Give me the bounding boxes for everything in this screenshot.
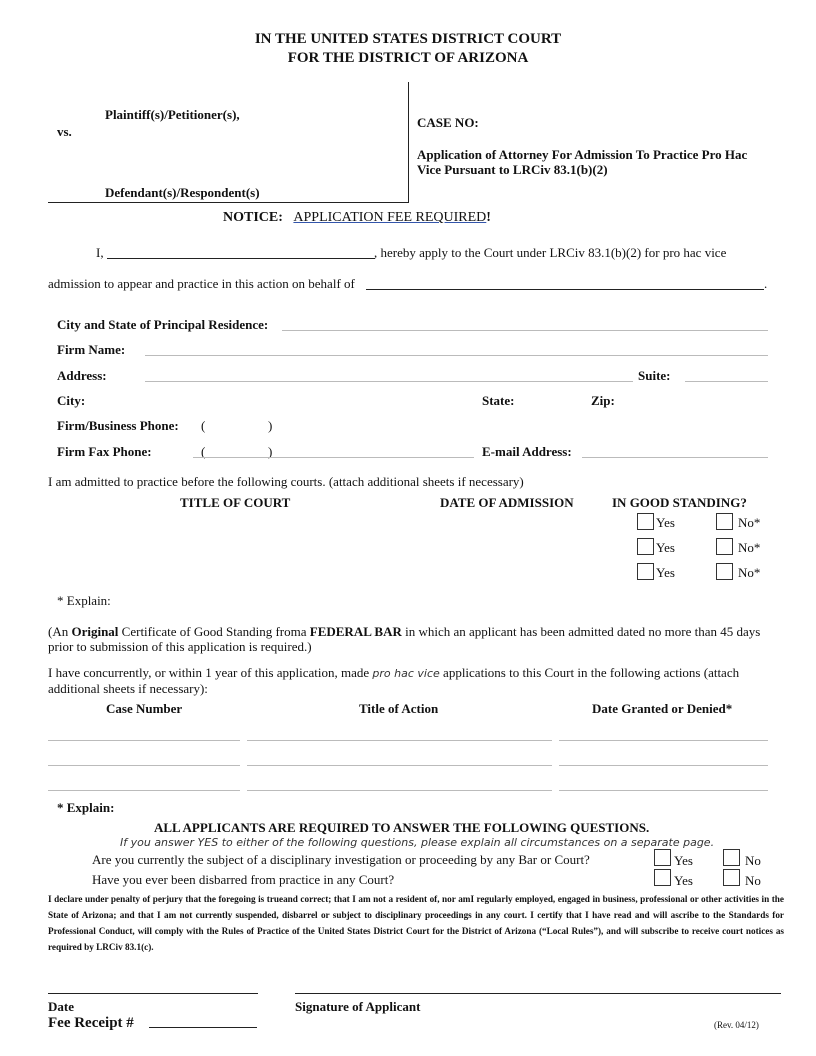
court3-no-label: No*	[738, 565, 761, 580]
original-note-line1	[48, 624, 760, 640]
note-original: Original	[71, 624, 119, 639]
i-label: I,	[96, 245, 104, 260]
court2-yes-checkbox[interactable]	[637, 538, 654, 555]
firm-name-label: Firm Name:	[57, 342, 126, 357]
defendant-label: Defendant(s)/Respondent(s)	[105, 185, 260, 200]
question-1: Are you currently the subject of a disciplinary investigation or proceeding by any Bar or Court?	[92, 852, 590, 867]
court-title-line1: IN THE UNITED STATES DISTRICT COURT	[254, 31, 562, 47]
declaration-text: I declare under penalty of perjury that the foregoing is trueand correct; that I am not a resident of, nor amI regularly employed, engaged in business, professional or other activities in the State of Arizona; and that I am not currently suspended, disbarrel or subject to disciplinary proceedings in any court. I certify that I have read and will ascribe to the Standards for Professional Conduct, will comply with the Rules of Practice of the United States District Court for the District of Arizona (“Local Rules”), and will subscribe to receive court notices as required by LRCiv 83.1(c).	[48, 894, 784, 952]
questions-heading: ALL APPLICANTS ARE REQUIRED TO ANSWER THE FOLLOWING QUESTIONS.	[154, 820, 650, 835]
fax-label: Firm Fax Phone:	[57, 444, 152, 459]
question-2: Have you ever been disbarred from practice in any Court?	[92, 872, 395, 887]
prior-row2-case-field[interactable]	[48, 765, 240, 766]
case-no-label: CASE NO:	[417, 115, 479, 130]
col-title-of-court: TITLE OF COURT	[180, 495, 291, 510]
fax-field[interactable]	[193, 457, 474, 458]
revision-label: (Rev. 04/12)	[714, 1020, 759, 1030]
q2-yes-checkbox[interactable]	[654, 869, 671, 886]
q1-yes-checkbox[interactable]	[654, 849, 671, 866]
phone-open-paren: (	[201, 418, 206, 433]
court3-no-checkbox[interactable]	[716, 563, 733, 580]
date-field[interactable]	[48, 993, 258, 994]
col-date-granted: Date Granted or Denied*	[592, 701, 733, 716]
signature-label: Signature of Applicant	[295, 999, 421, 1014]
prior-explain-label: * Explain:	[57, 800, 115, 815]
residence-field[interactable]	[282, 330, 768, 331]
court1-yes-label: Yes	[656, 515, 675, 530]
prior-intro-italic: pro hac vice	[372, 667, 440, 680]
prior-row3-case-field[interactable]	[48, 790, 240, 791]
q2-yes-label: Yes	[674, 873, 693, 888]
prior-row3-title-field[interactable]	[247, 790, 552, 791]
phone-label: Firm/Business Phone:	[57, 418, 179, 433]
behalf-text: admission to appear and practice in this action on behalf of	[48, 276, 355, 291]
court2-no-checkbox[interactable]	[716, 538, 733, 555]
zip-label: Zip:	[591, 393, 615, 408]
notice-prefix: NOTICE:	[223, 210, 283, 225]
phone-close-paren: )	[268, 418, 273, 433]
applicant-name-field[interactable]	[107, 258, 375, 259]
email-label: E-mail Address:	[482, 444, 572, 459]
notice	[223, 210, 491, 226]
prior-apps-intro-line2: additional sheets if necessary):	[48, 681, 208, 696]
behalf-period: .	[764, 276, 768, 291]
court3-yes-label: Yes	[656, 565, 675, 580]
note-mid: Certificate of Good Standing froma	[118, 624, 310, 639]
q1-no-label: No	[745, 853, 761, 868]
email-field[interactable]	[582, 457, 768, 458]
col-title-of-action: Title of Action	[359, 701, 439, 716]
court1-no-label: No*	[738, 515, 761, 530]
application-title-line2: Vice Pursuant to LRCiv 83.1(b)(2)	[417, 162, 608, 177]
note-federal-bar: FEDERAL BAR	[309, 624, 402, 639]
courts-explain-label: * Explain:	[57, 593, 111, 608]
party-field[interactable]	[366, 289, 764, 290]
residence-label: City and State of Principal Residence:	[57, 317, 269, 332]
col-case-number: Case Number	[106, 701, 183, 716]
q1-yes-label: Yes	[674, 853, 693, 868]
signature-field[interactable]	[295, 993, 781, 994]
prior-apps-intro-line1	[48, 665, 739, 681]
prior-row1-date-field[interactable]	[559, 740, 768, 741]
court2-no-label: No*	[738, 540, 761, 555]
note-rest: in which an applicant has been admitted dated no more than 45 days	[401, 624, 761, 639]
vs-label: vs.	[57, 124, 72, 139]
prior-intro-a: I have concurrently, or within 1 year of this application, made	[48, 665, 373, 680]
date-label: Date	[48, 999, 74, 1014]
prior-row2-date-field[interactable]	[559, 765, 768, 766]
court1-no-checkbox[interactable]	[716, 513, 733, 530]
caption-divider	[408, 82, 409, 203]
fax-open-paren: (	[201, 444, 206, 459]
original-note-line2: prior to submission of this application is required.)	[48, 639, 312, 654]
suite-field[interactable]	[685, 381, 768, 382]
prior-row1-case-field[interactable]	[48, 740, 240, 741]
address-label: Address:	[57, 368, 107, 383]
caption-bottom-rule	[48, 202, 408, 203]
fee-receipt-label: Fee Receipt #	[48, 1015, 134, 1031]
prior-row1-title-field[interactable]	[247, 740, 552, 741]
notice-suffix: !	[486, 210, 491, 225]
suite-label: Suite:	[638, 368, 671, 383]
fee-receipt-field[interactable]	[149, 1027, 257, 1028]
prior-row2-title-field[interactable]	[247, 765, 552, 766]
col-good-standing: IN GOOD STANDING?	[612, 495, 747, 510]
firm-name-field[interactable]	[145, 355, 768, 356]
apply-text: , hereby apply to the Court under LRCiv 83.1(b)(2) for pro hac vice	[374, 245, 727, 260]
q1-no-checkbox[interactable]	[723, 849, 740, 866]
court-title-line2: FOR THE DISTRICT OF ARIZONA	[287, 50, 529, 66]
court2-yes-label: Yes	[656, 540, 675, 555]
fax-close-paren: )	[268, 444, 273, 459]
application-title-line1: Application of Attorney For Admission To Practice Pro Hac	[417, 147, 748, 162]
col-date-of-admission: DATE OF ADMISSION	[440, 495, 574, 510]
fee-required-link[interactable]: APPLICATION FEE REQUIRED	[293, 210, 487, 225]
courts-intro: I am admitted to practice before the following courts. (attach additional sheets if necessary)	[48, 474, 524, 489]
address-field[interactable]	[145, 381, 633, 382]
prior-intro-b: applications to this Court in the following actions (attach	[439, 665, 740, 680]
city-label: City:	[57, 393, 86, 408]
court1-yes-checkbox[interactable]	[637, 513, 654, 530]
note-open: (An	[48, 624, 72, 639]
prior-row3-date-field[interactable]	[559, 790, 768, 791]
state-label: State:	[482, 393, 515, 408]
questions-subheading: If you answer YES to either of the following questions, please explain all circumstances on a separate page.	[120, 836, 715, 849]
plaintiff-label: Plaintiff(s)/Petitioner(s),	[105, 107, 240, 122]
q2-no-checkbox[interactable]	[723, 869, 740, 886]
q2-no-label: No	[745, 873, 761, 888]
court3-yes-checkbox[interactable]	[637, 563, 654, 580]
